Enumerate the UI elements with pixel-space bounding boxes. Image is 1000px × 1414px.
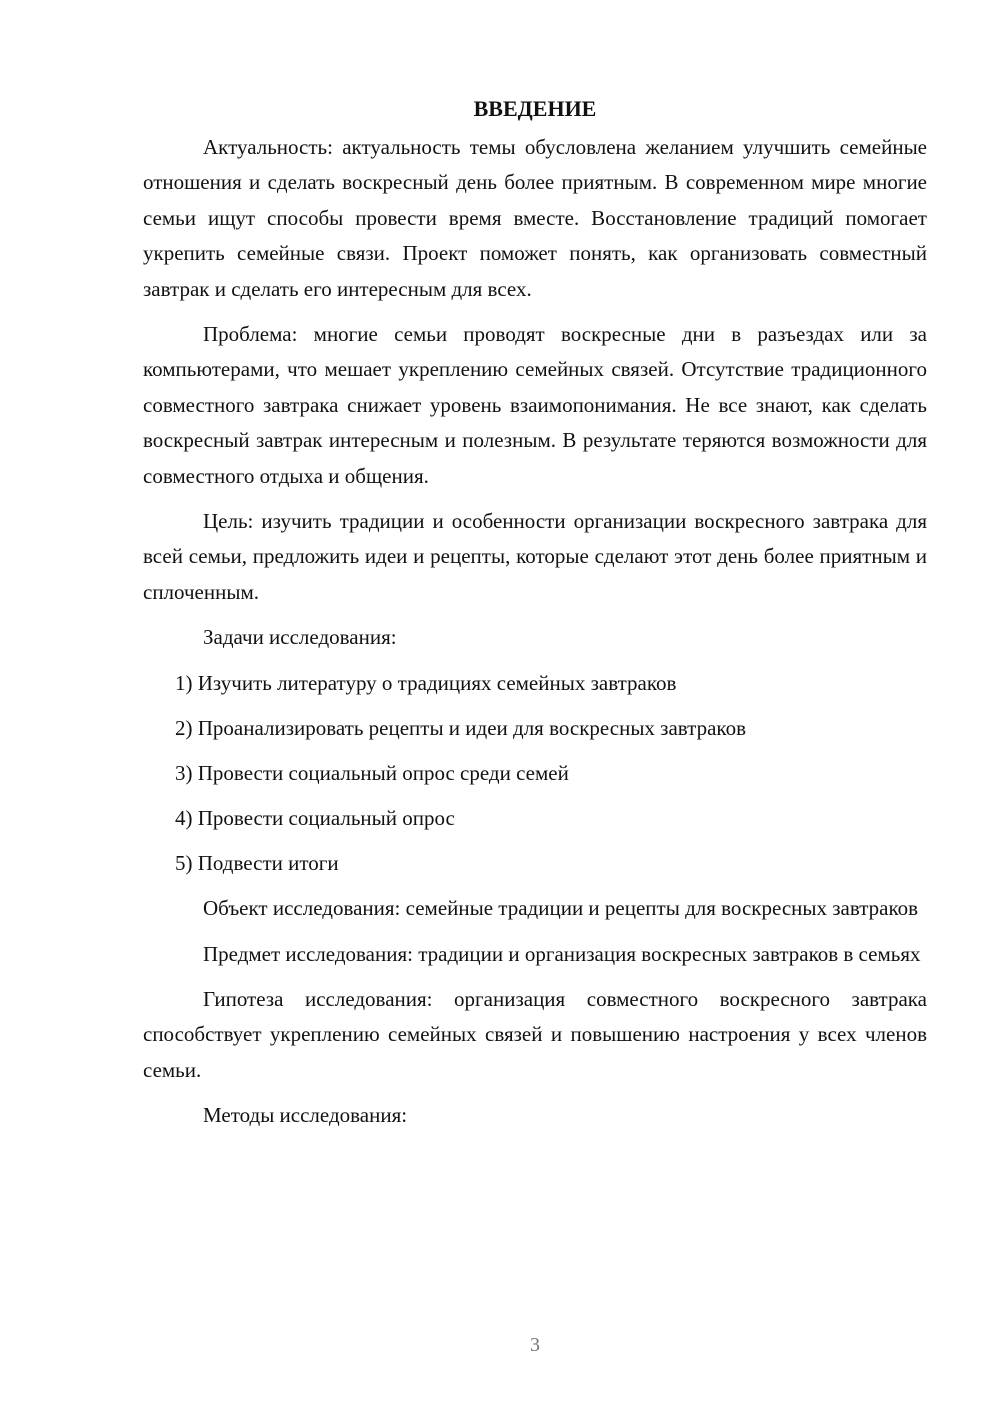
relevance-paragraph: Актуальность: актуальность темы обусловлена желанием улучшить семейные отношения и сделать воскресный день более приятным. В современном мире многие семьи ищут способы провести время вместе. Восстановление традиций помогает укрепить семейные связи. Проект поможет понять, как организовать совместный завтрак и сделать его интересным для всех. [143,135,927,301]
list-item: 5) Подвести итоги [175,850,339,875]
goal-paragraph: Цель: изучить традиции и особенности организации воскресного завтрака для всей семьи, предложить идеи и рецепты, которые сделают этот день более приятным и сплоченным. [143,509,927,604]
page-number: 3 [530,1334,540,1356]
problem-paragraph: Проблема: многие семьи проводят воскресные дни в разъездах или за компьютерами, что мешает укреплению семейных связей. Отсутствие традиционного совместного завтрака снижает уровень взаимопонимания. Не все знают, как сделать воскресный завтрак интересным и полезным. В результате теряются возможности для совместного отдыха и общения. [143,322,927,488]
object-paragraph: Объект исследования: семейные традиции и рецепты для воскресных завтраков [203,896,919,921]
section-heading: ВВЕДЕНИЕ [473,96,597,121]
hypothesis-paragraph: Гипотеза исследования: организация совместного воскресного завтрака способствует укреплению семейных связей и повышению настроения у всех членов семьи. [143,986,927,1082]
list-item: 4) Провести социальный опрос [175,805,455,830]
methods-title: Методы исследования: [203,1103,408,1128]
page-content [143,94,927,1144]
list-item: 3) Провести социальный опрос среди семей [175,760,569,785]
tasks-list [143,666,927,881]
subject-paragraph: Предмет исследования: традиции и организация воскресных завтраков в семьях [203,941,921,966]
tasks-title: Задачи исследования: [203,625,397,650]
list-item: 1) Изучить литературу о традициях семейных завтраков [175,670,677,695]
list-item: 2) Проанализировать рецепты и идеи для воскресных завтраков [175,715,746,740]
